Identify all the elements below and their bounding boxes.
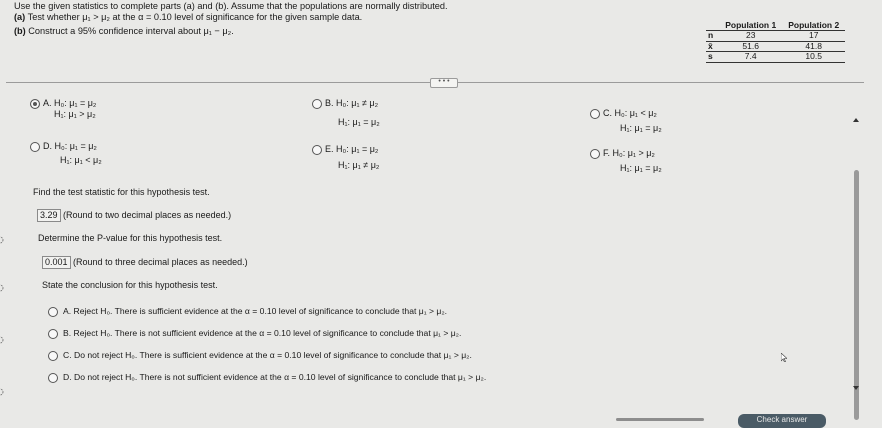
test-stat-input[interactable]: 3.29 <box>37 209 61 222</box>
radio-icon[interactable] <box>30 142 40 152</box>
part-b: (b) Construct a 95% confidence interval about μ₁ − μ₂. <box>14 26 234 36</box>
p-value-prompt: Determine the P-value for this hypothesis test. <box>38 233 223 243</box>
part-a: (a) Test whether μ₁ > μ₂ at the α = 0.10 level of significance for the given sample data. <box>14 12 363 22</box>
conclusion-option-b[interactable]: B. Reject H₀. There is not sufficient evidence at the α = 0.10 level of significance to conclude that μ₁ > μ₂. <box>48 328 461 339</box>
conclusion-option-d[interactable]: D. Do not reject H₀. There is not sufficient evidence at the α = 0.10 level of significance to conclude that μ₁ > μ₂. <box>48 372 486 383</box>
margin-mark-icon <box>0 236 8 244</box>
test-stat-note: (Round to two decimal places as needed.) <box>63 210 232 220</box>
hypothesis-option-f[interactable]: F. H₀: μ₁ > μ₂ H₁: μ₁ = μ₂ <box>590 148 662 174</box>
radio-selected-icon[interactable] <box>30 99 40 109</box>
instructions-line1: Use the given statistics to complete parts (a) and (b). Assume that the populations are normally distributed. <box>14 1 448 11</box>
instructions <box>14 1 448 37</box>
radio-icon[interactable] <box>48 351 58 361</box>
table-row: s 7.4 10.5 <box>706 52 845 63</box>
hypothesis-option-a[interactable]: A. H₀: μ₁ = μ₂ H₁: μ₁ > μ₂ <box>30 98 96 120</box>
test-stat-prompt: Find the test statistic for this hypothesis test. <box>33 187 210 197</box>
hypothesis-option-c[interactable]: C. H₀: μ₁ < μ₂ H₁: μ₁ = μ₂ <box>590 108 662 134</box>
population-table <box>706 20 845 63</box>
p-value-input[interactable]: 0.001 <box>42 256 71 269</box>
check-answer-button[interactable]: Check answer <box>738 414 826 428</box>
hypothesis-option-b[interactable]: B. H₀: μ₁ ≠ μ₂ H₁: μ₁ = μ₂ <box>312 98 380 128</box>
radio-icon[interactable] <box>590 149 600 159</box>
radio-icon[interactable] <box>312 145 322 155</box>
scroll-down-icon[interactable] <box>853 386 859 390</box>
test-stat-row <box>37 209 231 222</box>
hypothesis-option-e[interactable]: E. H₀: μ₁ = μ₂ H₁: μ₁ ≠ μ₂ <box>312 144 379 171</box>
mouse-cursor-icon <box>781 353 787 362</box>
p-value-row <box>42 256 248 269</box>
radio-icon[interactable] <box>48 329 58 339</box>
col-header-pop1: Population 1 <box>719 20 782 31</box>
conclusion-prompt: State the conclusion for this hypothesis test. <box>42 280 218 290</box>
expand-button[interactable]: • • • <box>430 78 458 88</box>
table-row: n 23 17 <box>706 31 845 42</box>
radio-icon[interactable] <box>48 307 58 317</box>
margin-mark-icon <box>0 388 8 396</box>
col-header-pop2: Population 2 <box>782 20 845 31</box>
p-value-note: (Round to three decimal places as needed.) <box>73 257 248 267</box>
scrollbar-thumb[interactable] <box>854 170 859 420</box>
radio-icon[interactable] <box>312 99 322 109</box>
progress-bar <box>616 418 704 421</box>
radio-icon[interactable] <box>48 373 58 383</box>
scroll-up-icon[interactable] <box>853 118 859 122</box>
conclusion-option-a[interactable]: A. Reject H₀. There is sufficient evidence at the α = 0.10 level of significance to conclude that μ₁ > μ₂. <box>48 306 447 317</box>
radio-icon[interactable] <box>590 109 600 119</box>
table-row: x̄ 51.6 41.8 <box>706 41 845 52</box>
margin-mark-icon <box>0 284 8 292</box>
conclusion-option-c[interactable]: C. Do not reject H₀. There is sufficient evidence at the α = 0.10 level of significance to conclude that μ₁ > μ₂. <box>48 350 472 361</box>
hypothesis-option-d[interactable]: D. H₀: μ₁ = μ₂ H₁: μ₁ < μ₂ <box>30 141 102 166</box>
margin-mark-icon <box>0 336 8 344</box>
